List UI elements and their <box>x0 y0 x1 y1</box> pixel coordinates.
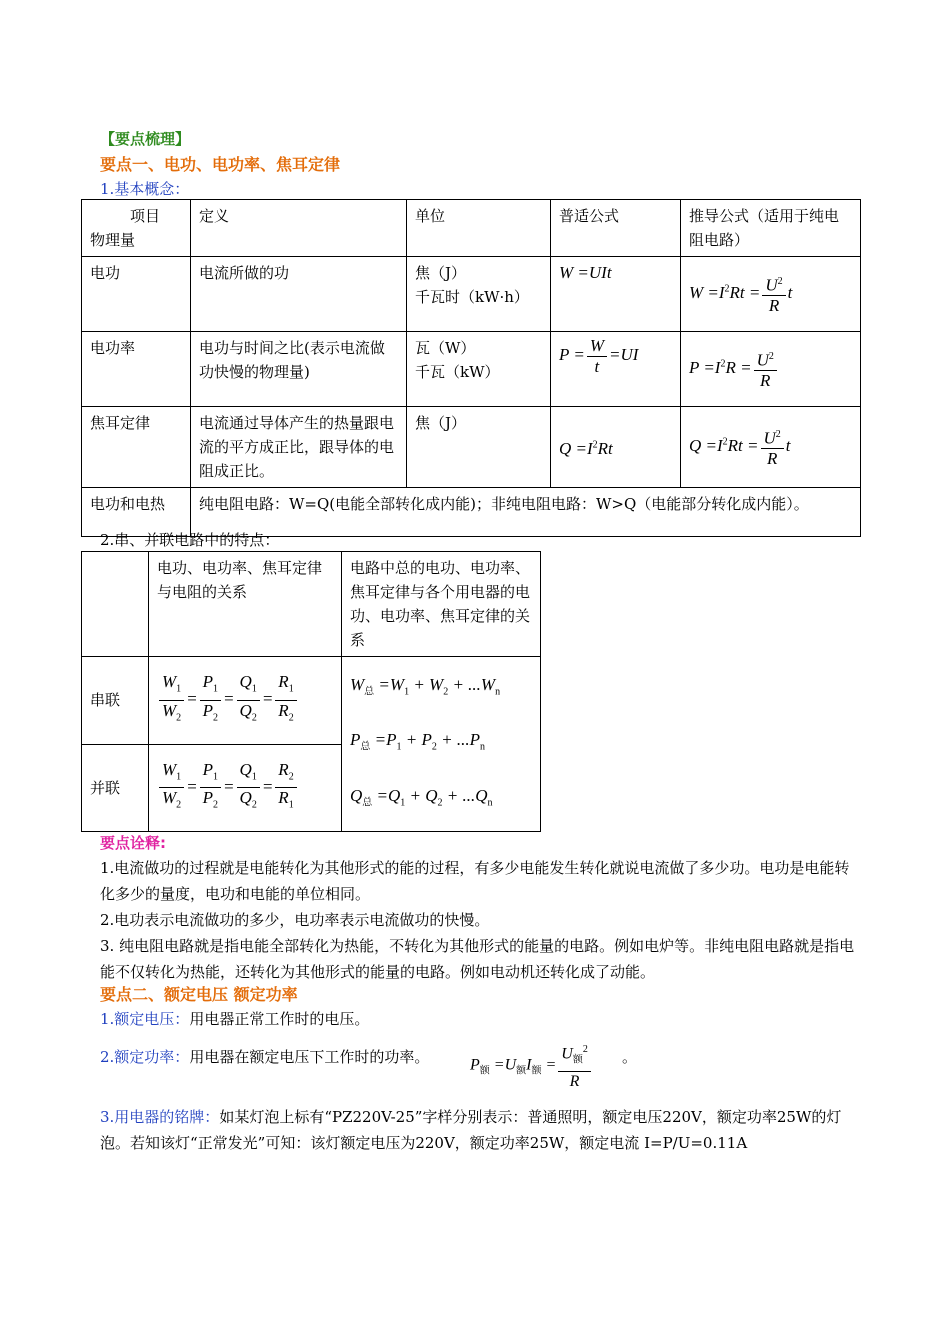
rated-voltage-label: 1.额定电压： <box>100 1010 190 1028</box>
series-parallel-table <box>81 551 541 832</box>
rated-power-formula: $P_额 =U_额I_额$ = $\frac{U_额^2}{R}$ <box>470 1040 593 1092</box>
row-parallel: 并联 <box>82 744 149 832</box>
row-name: 电功 <box>82 257 191 332</box>
series-ratio-formula: $\frac{W_1}{W_2}$ = $\frac{P_1}{P_2}$ = $\frac{Q_1}{Q_2}$ = $\frac{R_1}{R_2}$ <box>149 657 342 745</box>
row-name: 电功和电热 <box>82 488 191 537</box>
formula-work-derived: $W =I^2Rt$ = $\frac{U^2}{R}$ t <box>681 257 861 332</box>
rated-power-end: 。 <box>622 1048 638 1066</box>
basic-concepts-table <box>81 199 861 537</box>
rated-voltage-text: 用电器正常工作时的电压。 <box>189 1010 370 1028</box>
rated-power-text: 用电器在额定电压下工作时的功率。 <box>189 1048 430 1066</box>
section2-title: 要点二、额定电压 额定功率 <box>100 985 298 1004</box>
nameplate-item <box>100 1104 860 1156</box>
nameplate-label: 3.用电器的铭牌： <box>100 1108 220 1126</box>
row-work-heat-text: 纯电阻电路：W=Q(电能全部转化成内能)；非纯电阻电路：W>Q（电能部分转化成内能）。 <box>191 488 861 537</box>
formula-joule-derived: $Q =I^2Rt$ = $\frac{U^2}{R}$ t <box>681 407 861 488</box>
rated-power-item <box>100 1046 429 1067</box>
total-sum-formulas: $W_总 =W_1 + W_2 + ...W_n$ $P_总 =P_1 + P_2 + ...P_n$ $Q_总 =Q_1 + Q_2 + ...Q_n$ <box>342 657 541 832</box>
row-unit: 瓦（W） 千瓦（kW） <box>407 332 551 407</box>
header-resistance-relation: 电功、电功率、焦耳定律与电阻的关系 <box>149 552 342 657</box>
subheading-series-parallel: 2.串、并联电路中的特点： <box>100 531 280 549</box>
row-name: 焦耳定律 <box>82 407 191 488</box>
note-item: 3. 纯电阻电路就是指电能全部转化为热能，不转化为其他形式的能量的电路。例如电炉等。非纯电阻电路就是指电能不仅转化为热能，还转化为其他形式的能量的电路。例如电动机还转化成了动能。 <box>100 937 855 981</box>
row-definition: 电功与时间之比(表示电流做功快慢的物理量) <box>191 332 407 407</box>
subheading-basic-concepts: 1.基本概念： <box>100 180 190 198</box>
row-series: 串联 <box>82 657 149 745</box>
row-definition: 电流通过导体产生的热量跟电流的平方成正比，跟导体的电阻成正比。 <box>191 407 407 488</box>
note-item: 1.电流做功的过程就是电能转化为其他形式的能的过程，有多少电能发生转化就说电流做了多少功。电功是电能转化多少的量度，电功和电能的单位相同。 <box>100 859 850 903</box>
row-unit: 焦（J） 千瓦时（kW·h） <box>407 257 551 332</box>
formula-power-derived: $P =I^2R$ = $\frac{U^2}{R}$ <box>681 332 861 407</box>
header-derived-formula: 推导公式（适用于纯电阻电路） <box>681 200 861 257</box>
section1-title: 要点一、电功、电功率、焦耳定律 <box>100 155 341 174</box>
page-heading: 【要点梳理】 <box>100 130 191 148</box>
note-item: 2.电功表示电流做功的多少，电功率表示电流做功的快慢。 <box>100 911 490 929</box>
header-item: 项目 物理量 <box>82 200 191 257</box>
notes-title: 要点诠释: <box>100 834 166 852</box>
rated-power-label: 2.额定功率： <box>100 1048 190 1066</box>
rated-voltage-item <box>100 1008 369 1029</box>
row-definition: 电流所做的功 <box>191 257 407 332</box>
row-unit: 焦（J） <box>407 407 551 488</box>
corner-cell <box>82 552 149 657</box>
header-total-relation: 电路中总的电功、电功率、焦耳定律与各个用电器的电功、电功率、焦耳定律的关系 <box>342 552 541 657</box>
header-unit: 单位 <box>407 200 551 257</box>
nameplate-text: 如某灯泡上标有“PZ220V-25”字样分别表示：普通照明，额定电压220V，额定功率25W的灯泡。若知该灯“正常发光”可知：该灯额定电压为220V，额定功率25W，额定电流 I=P/U=0.11A <box>100 1108 842 1152</box>
formula-work-general: W =UIt <box>551 257 681 332</box>
formula-power-general: P = $\frac{W}{t}$ =UI <box>551 332 681 407</box>
header-general-formula: 普适公式 <box>551 200 681 257</box>
formula-joule-general: $Q =I^2Rt$ <box>551 407 681 488</box>
header-definition: 定义 <box>191 200 407 257</box>
notes-list <box>100 855 860 985</box>
row-name: 电功率 <box>82 332 191 407</box>
parallel-ratio-formula: $\frac{W_1}{W_2}$ = $\frac{P_1}{P_2}$ = $\frac{Q_1}{Q_2}$ = $\frac{R_2}{R_1}$ <box>149 744 342 832</box>
